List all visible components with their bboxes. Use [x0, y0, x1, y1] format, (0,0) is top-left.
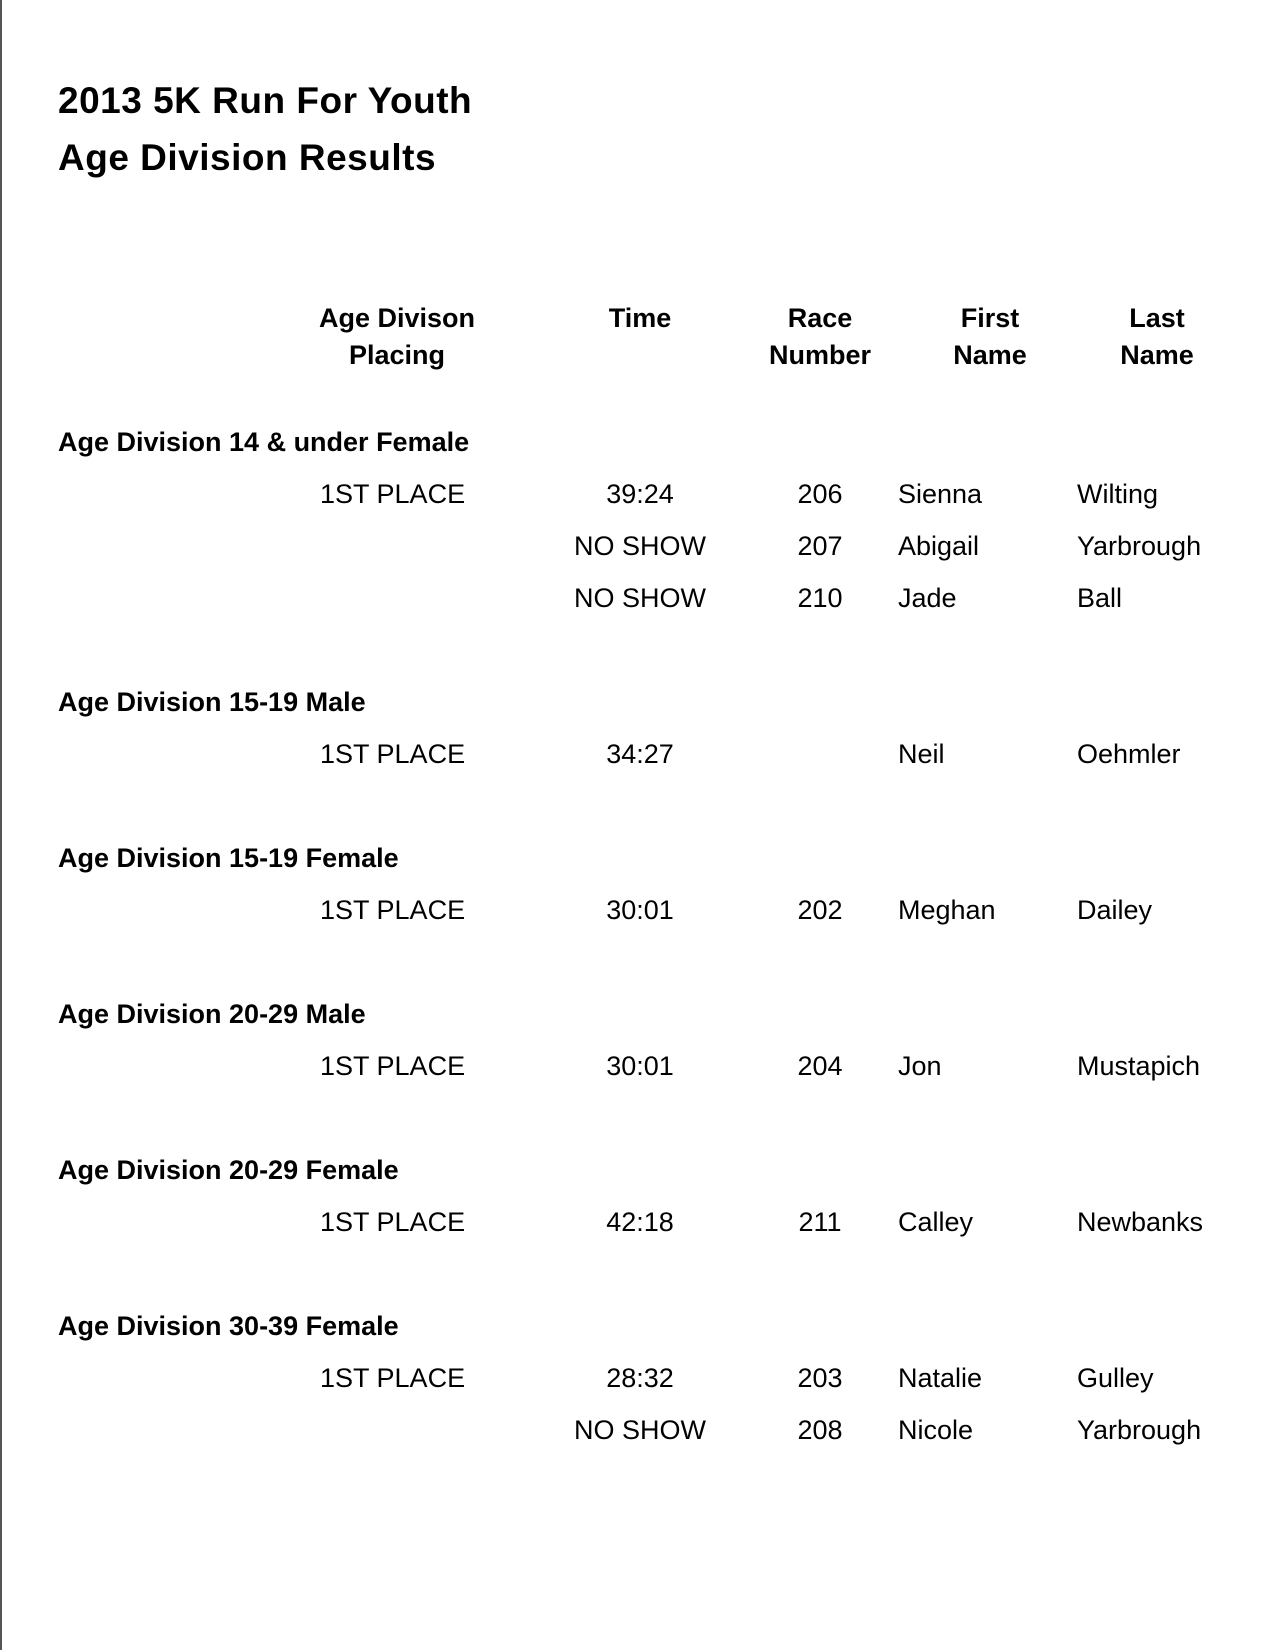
division-heading: Age Division 20-29 Male — [58, 999, 366, 1029]
placing-cell: 1ST PLACE — [320, 739, 466, 769]
column-header-last-name-line1: Last — [1129, 303, 1185, 333]
last-name-cell: Yarbrough — [1077, 531, 1202, 561]
race-number-cell: 206 — [797, 479, 843, 509]
time-cell: NO SHOW — [574, 1415, 706, 1445]
race-number-cell: 207 — [797, 531, 843, 561]
first-name-cell: Meghan — [898, 895, 996, 925]
column-header-last-name — [1077, 300, 1237, 374]
result-row — [0, 1051, 1275, 1087]
document-subtitle: Age Division Results — [58, 137, 437, 178]
time-cell: 34:27 — [606, 739, 674, 769]
race-number-cell: 211 — [798, 1207, 842, 1237]
race-number-cell: 208 — [797, 1415, 843, 1445]
document-title: 2013 5K Run For Youth — [58, 80, 473, 121]
last-name-cell: Oehmler — [1077, 739, 1181, 769]
first-name-cell: Natalie — [898, 1363, 983, 1393]
column-header-first-name — [910, 300, 1070, 374]
last-name-cell: Ball — [1077, 583, 1123, 613]
column-header-first-name-line1: First — [960, 303, 1020, 333]
column-header-time — [540, 300, 740, 337]
first-name-cell: Calley — [898, 1207, 974, 1237]
result-row — [0, 895, 1275, 931]
race-number-cell: 203 — [797, 1363, 843, 1393]
last-name-cell: Yarbrough — [1077, 1415, 1202, 1445]
first-name-cell: Sienna — [898, 479, 983, 509]
column-header-race-number — [740, 300, 900, 374]
last-name-cell: Newbanks — [1077, 1207, 1204, 1237]
page-left-border — [0, 0, 2, 1650]
result-row — [0, 479, 1275, 515]
time-cell: 39:24 — [606, 479, 674, 509]
result-row — [0, 739, 1275, 775]
first-name-cell: Jon — [898, 1051, 942, 1081]
result-row — [0, 1363, 1275, 1399]
result-row — [0, 583, 1275, 619]
last-name-cell: Gulley — [1077, 1363, 1154, 1393]
time-cell: NO SHOW — [574, 583, 706, 613]
first-name-cell: Jade — [898, 583, 957, 613]
last-name-cell: Wilting — [1077, 479, 1159, 509]
first-name-cell: Abigail — [898, 531, 980, 561]
division-heading: Age Division 15-19 Male — [58, 687, 366, 717]
last-name-cell: Mustapich — [1077, 1051, 1201, 1081]
result-row — [0, 531, 1275, 567]
result-row — [0, 1207, 1275, 1243]
column-header-race-number-line1: Race — [787, 303, 853, 333]
division-heading: Age Division 20-29 Female — [58, 1155, 399, 1185]
column-header-first-name-line2: Name — [953, 340, 1027, 370]
placing-cell: 1ST PLACE — [320, 1363, 466, 1393]
time-cell: 28:32 — [606, 1363, 674, 1393]
column-header-race-number-line2: Number — [768, 340, 871, 370]
time-cell: NO SHOW — [574, 531, 706, 561]
race-number-cell: 210 — [797, 583, 843, 613]
race-number-cell: 202 — [797, 895, 843, 925]
placing-cell: 1ST PLACE — [320, 1051, 466, 1081]
first-name-cell: Nicole — [898, 1415, 974, 1445]
division-heading: Age Division 14 & under Female — [58, 427, 470, 457]
time-cell: 42:18 — [606, 1207, 674, 1237]
column-header-placing-line2: Placing — [348, 340, 446, 370]
column-header-placing — [297, 300, 497, 374]
division-heading: Age Division 15-19 Female — [58, 843, 399, 873]
last-name-cell: Dailey — [1077, 895, 1153, 925]
time-cell: 30:01 — [606, 895, 674, 925]
placing-cell: 1ST PLACE — [320, 1207, 466, 1237]
division-heading: Age Division 30-39 Female — [58, 1311, 399, 1341]
first-name-cell: Neil — [898, 739, 945, 769]
time-cell: 30:01 — [606, 1051, 674, 1081]
column-header-last-name-line2: Name — [1120, 340, 1194, 370]
placing-cell: 1ST PLACE — [320, 479, 466, 509]
race-number-cell: 204 — [797, 1051, 843, 1081]
placing-cell: 1ST PLACE — [320, 895, 466, 925]
column-header-placing-line1: Age Divison — [318, 303, 476, 333]
result-row — [0, 1415, 1275, 1451]
column-header-time-line1: Time — [608, 303, 672, 333]
